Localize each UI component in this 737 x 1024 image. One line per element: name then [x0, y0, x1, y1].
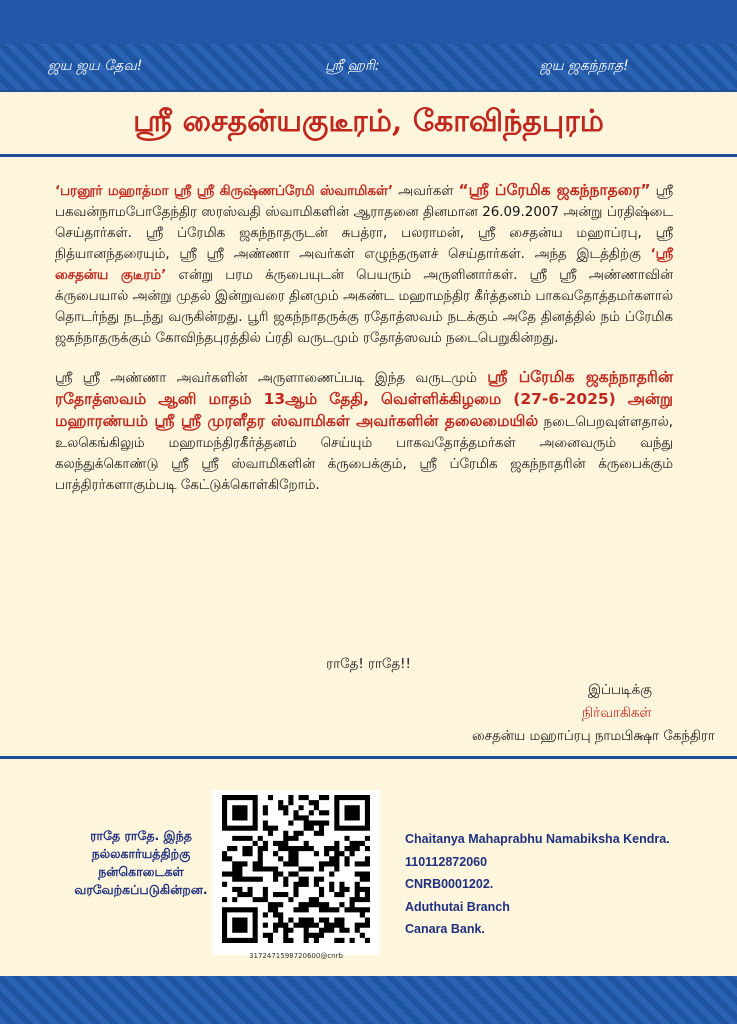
paragraph-2: [55, 367, 673, 496]
donation-line-2: நல்லகார்யத்திற்கு: [91, 846, 191, 861]
p2-text-1: ஸ்ரீ ஸ்ரீ அண்ணா அவர்களின் அருளாணைப்படி இந்த வருடமும்: [55, 371, 488, 386]
bank-branch: Aduthutai Branch: [405, 899, 510, 914]
page-title: ஸ்ரீ சைதன்யகுடீரம், கோவிந்தபுரம்: [133, 104, 604, 139]
divider: [0, 756, 737, 759]
signature-line-1: இப்படிக்கு: [588, 683, 652, 698]
main-body: [55, 180, 673, 496]
donation-line-3: நன்கொடைகள்: [98, 864, 184, 879]
bank-details: [405, 828, 670, 941]
paragraph-1: [55, 180, 673, 349]
radhe-greeting: ராதே! ராதே!!: [326, 657, 411, 672]
donation-line-1: ராதே ராதே. இந்த: [90, 828, 192, 843]
bank-name: Canara Bank.: [405, 922, 485, 936]
qr-code[interactable]: [212, 790, 380, 955]
p2-text-2: நடைபெறவுள்ளதால், உலகெங்கிலும் மஹாமந்திரகீர்த்தனம் செய்யும் பாகவதோத்தமர்கள் அனைவரும் வந்து கலந்துக்கொண்டு ஸ்ரீ ஸ்ரீ ஸ்வாமிகளின் க்ருபைக்கும், ஸ்ரீ ப்ரேமிக ஜகந்நாதரின் க்ருபைக்கும் பாத்திரர்களாகும்படி கேட்டுக்கொள்கிறோம்.: [55, 415, 674, 493]
p1-text-2: ஸ்ரீ பகவன்நாமபோதேந்திர ஸரஸ்வதி ஸ்வாமிகளின் ஆராதனை தினமான 26.09.2007 அன்று ப்ரதிஷ்டை செய்தார்கள். ஸ்ரீ ப்ரேமிக ஜகந்நாதருடன் சுபத்ரா, பலராமன், ஸ்ரீ சைதன்ய மஹாப்ரபு, ஸ்ரீ நித்யானந்தரையும், ஸ்ரீ ஸ்ரீ அண்ணா அவர்கள் எழுந்தருளச் செய்தார்கள். அந்த இடத்திற்கு: [55, 184, 673, 262]
header-right-text: ஜய ஜகந்நாத!: [540, 58, 629, 74]
bank-account-name: Chaitanya Mahaprabhu Namabiksha Kendra.: [405, 832, 670, 846]
signature-line-3: சைதன்ய மஹாப்ரபு நாமபிக்ஷா கேந்திரா: [472, 729, 715, 744]
header-center-text: ஸ்ரீ ஹரி:: [325, 58, 380, 74]
bank-account-number: 110112872060: [405, 854, 488, 869]
donation-line-4: வரவேற்கப்படுகின்றன.: [74, 882, 208, 897]
p1-text-3: என்று பரம க்ருபையுடன் பெயரும் அருளினார்கள். ஸ்ரீ ஸ்ரீ அண்ணாவின் க்ருபையால் அன்று முதல் இன்றுவரை தினமும் அகண்ட மஹாமந்திர கீர்த்தனம் பாகவதோத்தமர்களால் தொடர்ந்து நடந்து வருகின்றது. பூரி ஜகந்நாதருக்கு ரதோத்ஸவம் நடக்கும் அதே தினத்தில் நம் ப்ரேமிக ஜகந்நாதருக்கும் கோவிந்தபுரத்தில் ப்ரதி வருடமும் ரதோத்ஸவம் நடைபெறுகின்றது.: [55, 268, 673, 346]
header-left-text: ஜய ஜய தேவ!: [48, 58, 143, 74]
qr-code-icon: [222, 795, 370, 943]
event-highlight: ஸ்ரீ ப்ரேமிக ஜகந்நாதரின் ரதோத்ஸவம் ஆனி மாதம் 13ஆம் தேதி, வெள்ளிக்கிழமை (27-6-2025) அன்று மஹாரண்யம் ஸ்ரீ ஸ்ரீ முரளீதர ஸ்வாமிகள் அவர்களின் தலைமையில்: [55, 368, 673, 430]
quote-jagannathar: “ஸ்ரீ ப்ரேமிக ஜகந்நாதரை”: [458, 181, 651, 199]
bank-ifsc: CNRB0001202.: [405, 877, 494, 891]
qr-caption: 3172471598720600@cnrb: [249, 952, 343, 960]
title-band: [0, 90, 737, 157]
p1-text-1: அவர்கள்: [393, 184, 459, 199]
donation-message: [66, 827, 216, 899]
header-stripe: [0, 44, 737, 90]
quote-swamigal: ‘பரனூர் மஹாத்மா ஸ்ரீ ஸ்ரீ கிருஷ்ணப்ரேமி ஸ்வாமிகள்’: [55, 184, 394, 199]
top-band: [0, 0, 737, 44]
signature-line-2: நிர்வாகிகள்: [582, 706, 652, 721]
footer-stripe: [0, 976, 737, 1024]
quote-kutiram: ‘ஸ்ரீ சைதன்ய குடீரம்’: [55, 247, 673, 283]
